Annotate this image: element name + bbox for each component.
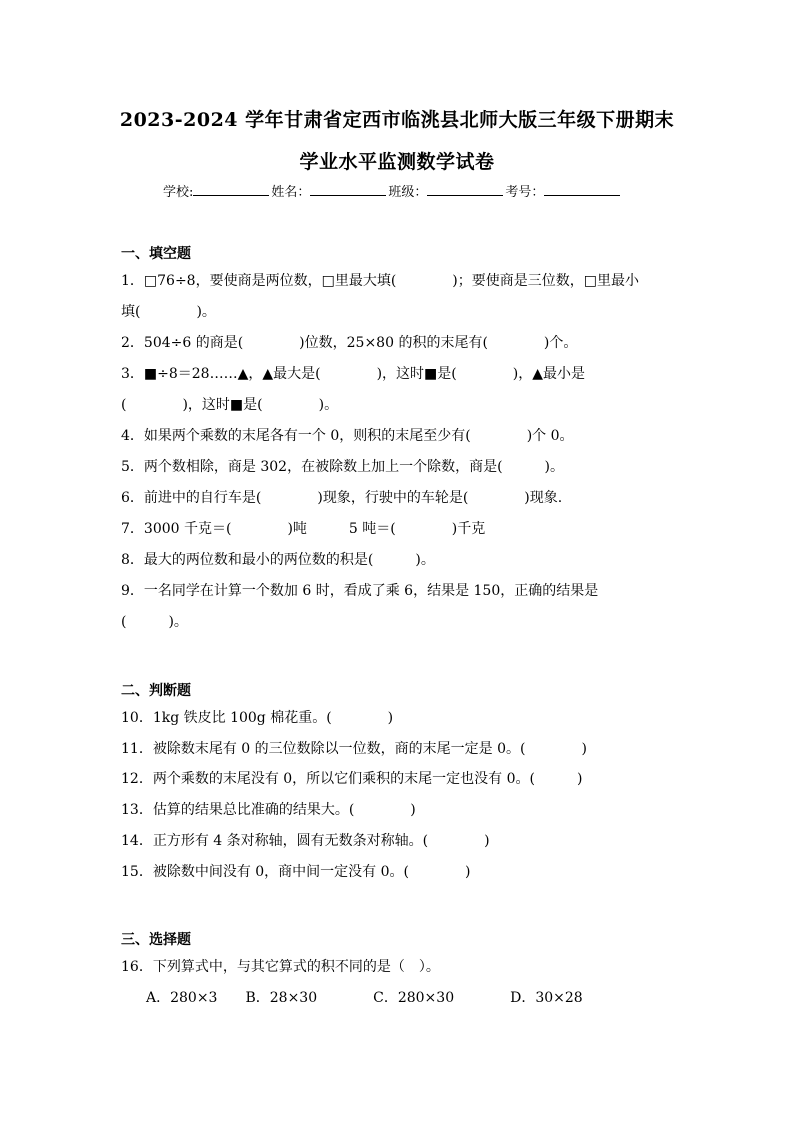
question-line: 9．一名同学在计算一个数加 6 时，看成了乘 6，结果是 150，正确的结果是 bbox=[121, 583, 599, 599]
exam-number-blank[interactable] bbox=[544, 183, 620, 196]
question-line: 12．两个乘数的末尾没有 0，所以它们乘积的末尾一定也没有 0。( ) bbox=[121, 771, 583, 787]
name-blank[interactable] bbox=[310, 183, 386, 196]
question-line: ( )。 bbox=[121, 614, 188, 630]
choice-options: A．280×3 B．28×30 C．280×30 D．30×28 bbox=[146, 990, 583, 1006]
question-line: 4．如果两个乘数的末尾各有一个 0，则积的末尾至少有( )个 0。 bbox=[121, 428, 574, 444]
question-line: 15．被除数中间没有 0，商中间一定没有 0。( ) bbox=[121, 864, 471, 880]
exam-number-label: 考号： bbox=[505, 185, 545, 200]
section-choice-title: 三、选择题 bbox=[121, 932, 191, 948]
question-line: 11．被除数末尾有 0 的三位数除以一位数，商的末尾一定是 0。( ) bbox=[121, 741, 587, 757]
question-line: 16．下列算式中，与其它算式的积不同的是（ ）。 bbox=[121, 959, 440, 975]
student-info-row bbox=[163, 181, 622, 200]
question-line: 10．1kg 铁皮比 100g 棉花重。( ) bbox=[121, 710, 394, 726]
exam-title-line-2: 学业水平监测数学试卷 bbox=[299, 151, 495, 173]
section-judge-title: 二、判断题 bbox=[121, 683, 191, 699]
class-blank[interactable] bbox=[427, 183, 503, 196]
question-line: 2．504÷6 的商是( )位数，25×80 的积的末尾有( )个。 bbox=[121, 335, 578, 351]
question-line: 7．3000 千克＝( )吨 5 吨＝( )千克 bbox=[121, 521, 486, 537]
name-label: 姓名： bbox=[271, 185, 311, 200]
school-label: 学校: bbox=[163, 185, 194, 200]
question-line: 填( )。 bbox=[121, 304, 216, 320]
question-line: 13．估算的结果总比准确的结果大。( ) bbox=[121, 802, 416, 818]
question-line: 1．□76÷8，要使商是两位数，□里最大填( )；要使商是三位数，□里最小 bbox=[121, 273, 639, 289]
question-line: 3．■÷8＝28……▲，▲最大是( )，这时■是( )，▲最小是 bbox=[121, 366, 585, 382]
exam-title-line-1: 2023-2024 学年甘肃省定西市临洮县北师大版三年级下册期末 bbox=[119, 109, 675, 131]
class-label: 班级： bbox=[388, 185, 428, 200]
section-fill-blank-title: 一、填空题 bbox=[121, 246, 191, 262]
question-line: 5．两个数相除，商是 302，在被除数上加上一个除数，商是( )。 bbox=[121, 459, 565, 475]
question-line: 14．正方形有 4 条对称轴，圆有无数条对称轴。( ) bbox=[121, 833, 490, 849]
question-line: 8．最大的两位数和最小的两位数的积是( )。 bbox=[121, 552, 435, 568]
school-blank[interactable] bbox=[193, 183, 269, 196]
question-line: 6．前进中的自行车是( )现象，行驶中的车轮是( )现象. bbox=[121, 490, 563, 506]
question-line: ( )，这时■是( )。 bbox=[121, 397, 339, 413]
